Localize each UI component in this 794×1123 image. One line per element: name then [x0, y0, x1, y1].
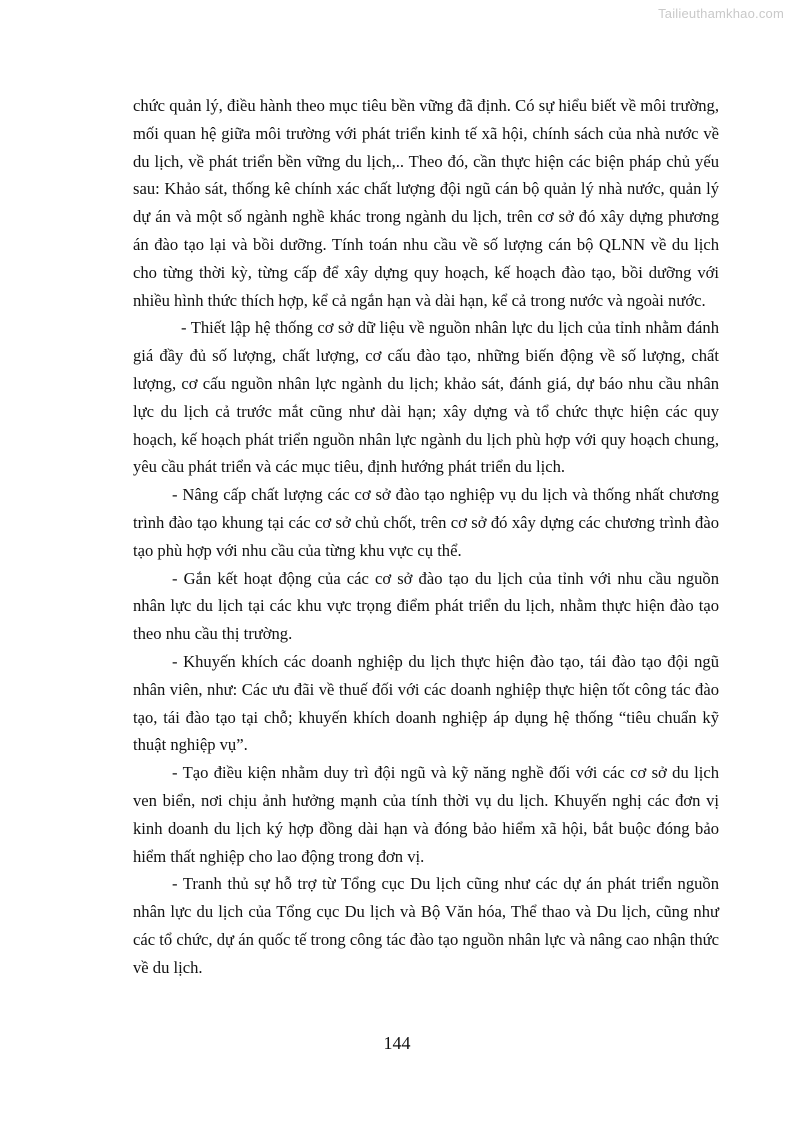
paragraph-support: - Tranh thủ sự hỗ trợ từ Tổng cục Du lịch cũng như các dự án phát triển nguồn nhân lực du lịch của Tổng cục Du lịch và Bộ Văn hóa, Thể thao và Du lịch, cũng như các tổ chức, dự án quốc tế trong công tác đào tạo nguồn nhân lực và nâng cao nhận thức về du lịch.: [133, 874, 719, 977]
paragraph-link-training: - Gắn kết hoạt động của các cơ sở đào tạo du lịch của tỉnh với nhu cầu nguồn nhân lực du lịch tại các khu vực trọng điểm phát triển du lịch, nhằm thực hiện đào tạo theo nhu cầu thị trường.: [133, 568, 719, 644]
paragraph-upgrade-training: - Nâng cấp chất lượng các cơ sở đào tạo nghiệp vụ du lịch và thống nhất chương trình đào tạo khung tại các cơ sở chủ chốt, trên cơ sở đó xây dựng các chương trình đào tạo phù hợp với nhu cầu của từng khu vực cụ thể.: [133, 485, 719, 560]
watermark-text: Tailieuthamkhao.com: [658, 6, 784, 21]
paragraph-maintain-workforce: - Tạo điều kiện nhằm duy trì đội ngũ và kỹ năng nghề đối với các cơ sở du lịch ven biển, nơi chịu ảnh hưởng mạnh của tính thời vụ du lịch. Khuyến nghị các đơn vị kinh doanh du lịch ký hợp đồng dài hạn và đóng bảo hiểm xã hội, bắt buộc đóng bảo hiểm thất nghiệp cho lao động trong đơn vị.: [133, 763, 719, 866]
paragraph-database: - Thiết lập hệ thống cơ sở dữ liệu về nguồn nhân lực du lịch của tỉnh nhằm đánh giá đầy đủ số lượng, chất lượng, cơ cấu đào tạo, những biến động về số lượng, chất lượng, cơ cấu nguồn nhân lực ngành du lịch; khảo sát, đánh giá, dự báo nhu cầu nhân lực du lịch cả trước mắt cũng như dài hạn; xây dựng và tổ chức thực hiện các quy hoạch, kế hoạch phát triển nguồn nhân lực ngành du lịch phù hợp với quy hoạch chung, yêu cầu phát triển và các mục tiêu, định hướng phát triển du lịch.: [133, 318, 719, 477]
paragraph-encourage-enterprises: - Khuyến khích các doanh nghiệp du lịch thực hiện đào tạo, tái đào tạo đội ngũ nhân viên, như: Các ưu đãi về thuế đối với các doanh nghiệp thực hiện tốt công tác đào tạo, tái đào tạo tại chỗ; khuyến khích doanh nghiệp áp dụng hệ thống “tiêu chuẩn kỹ thuật nghiệp vụ”.: [133, 651, 719, 755]
document-body: [133, 92, 719, 982]
page-number: 144: [383, 1033, 411, 1053]
paragraph-intro: chức quản lý, điều hành theo mục tiêu bền vững đã định. Có sự hiểu biết về môi trường, mối quan hệ giữa môi trường với phát triển kinh tế xã hội, chính sách của nhà nước về du lịch, về phát triển bền vững du lịch,.. Theo đó, cần thực hiện các biện pháp chủ yếu sau: Khảo sát, thống kê chính xác chất lượng đội ngũ cán bộ quản lý nhà nước, quản lý dự án và một số ngành nghề khác trong ngành du lịch, trên cơ sở đó xây dựng phương án đào tạo lại và bồi dưỡng. Tính toán nhu cầu về số lượng cán bộ QLNN về du lịch cho từng thời kỳ, từng cấp để xây dựng quy hoạch, kế hoạch đào tạo, bồi dưỡng với nhiều hình thức thích hợp, kể cả ngắn hạn và dài hạn, kể cả trong nước và ngoài nước.: [133, 96, 719, 310]
